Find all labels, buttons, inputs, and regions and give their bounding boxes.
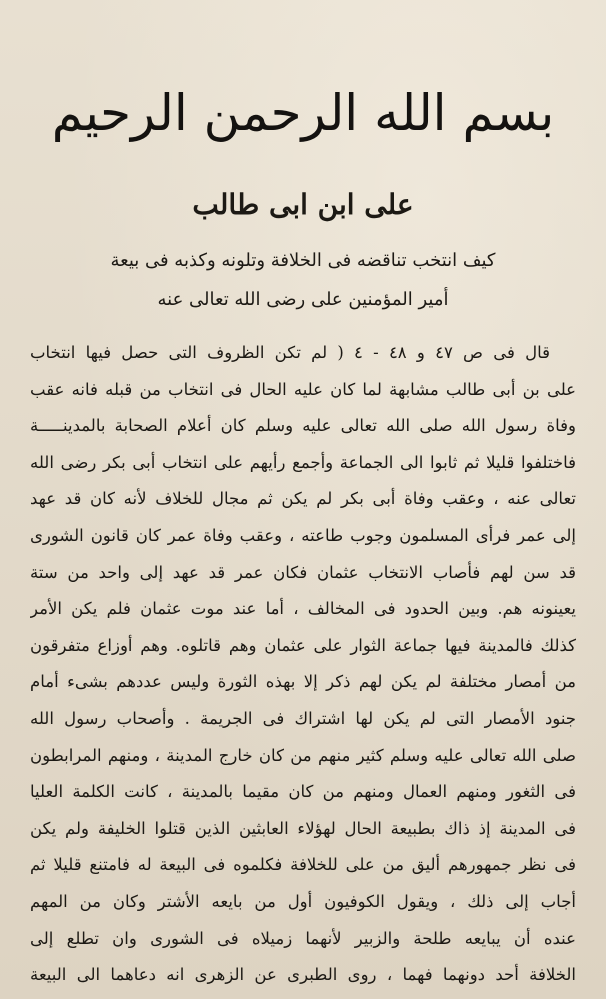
body-line: عنده أن يبايعه طلحة والزبير لأنهما زميلاه فى الشورى وان تطلع إلى [30,928,576,948]
body-line: فى المدينة إذ ذاك بطبيعة الحال لهؤلاء العابثين الذين قتلوا الخليفة ولم يكن [30,818,576,838]
body-line: وفاة رسول الله صلى الله تعالى عليه وسلم كان أعلام الصحابة بالمدينـــــة [30,416,576,436]
body-line: جنود الأمصار التى لم يكن لها اشتراك فى الجريمة . وأصحاب رسول الله [30,708,576,728]
basmala-heading: بسم الله الرحمن الرحيم [51,84,555,142]
body-line: فاختلفوا قليلا ثم ثابوا الى الجماعة وأجمع رأيهم على انتخاب أبى بكر رضى الله [30,452,576,472]
body-line: فى الثغور ومنهم العمال ومنهم من كان مقيما بالمدينة ، كانت الكلمة العليا [30,782,576,802]
subtitle-line-1: كيف انتخب تناقضه فى الخلافة وتلونه وكذبه فى بيعة [110,250,496,271]
subtitle-line-2: أمير المؤمنين على رضى الله تعالى عنه [157,289,449,310]
page-title: على ابن ابى طالب [192,188,414,221]
body-line: تعالى عنه ، وعقب وفاة أبى بكر لم يكن ثم مجال للخلاف لأنه كان قد عهد [30,489,576,509]
body-line: فى نظر جمهورهم أليق من على للخلافة فكلموه فى البيعة له فامتنع قليلا ثم [30,855,576,875]
body-line: قد سن لهم فأصاب الانتخاب عثمان فكان عمر قد عهد إلى واحد من ستة [30,562,576,582]
body-line: قال فى ص ٤٧ و ٤٨ - ٤ ( لم تكن الظروف التى حصل فيها انتخاب [30,343,550,362]
body-line: كذلك فالمدينة فيها جماعة الثوار على عثمان وهم قاتلوه. وهم أوزاع متفرقون [30,635,576,655]
body-line: إلى عمر فرأى المسلمون وجوب طاعته ، وعقب وفاة عمر كان قانون الشورى [30,525,576,545]
body-line: الخلافة أحد دونهما فهما ، روى الطبرى عن الزهرى انه دعاهما الى البيعة [30,965,576,985]
body-line: من أمصار مختلفة لم يكن لهم ذكر إلا بهذه الثورة وليس عددهم بشىء أمام [30,672,576,692]
body-text [30,335,576,994]
body-line: على بن أبى طالب مشابهة لما كان عليه الحال فى انتخاب من قبله فانه عقب [30,379,576,399]
body-line: صلى الله تعالى عليه وسلم كثير منهم من كان خارج المدينة ، ومنهم المرابطون [30,745,576,765]
body-line: أجاب إلى ذلك ، ويقول الكوفيون أول من بايعه الأشتر وكان من المهم [30,891,576,911]
body-line: يعينونه هم. وبين الحدود فى المخالف ، أما عند موت عثمان فلم يكن الأمر [30,599,576,619]
